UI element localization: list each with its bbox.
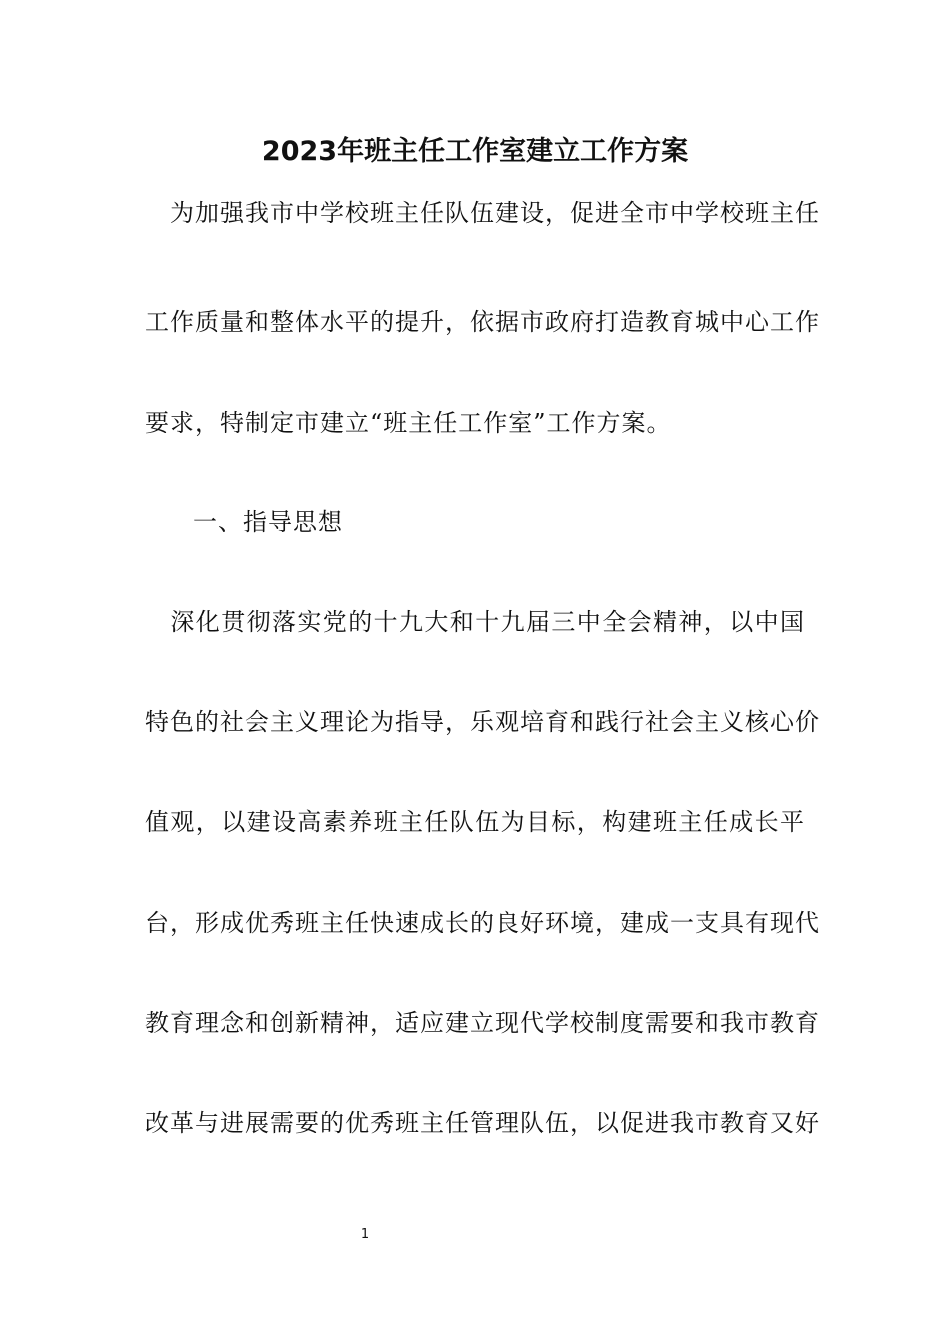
paragraph-2-line-5: 教育理念和创新精神，适应建立现代学校制度需要和我市教育 [145, 1009, 820, 1037]
paragraph-2-line-6: 改革与进展需要的优秀班主任管理队伍，以促进我市教育又好 [145, 1109, 820, 1137]
paragraph-1-line-3: 要求，特制定市建立“班主任工作室”工作方案。 [145, 409, 672, 437]
paragraph-2-line-2: 特色的社会主义理论为指导，乐观培育和践行社会主义核心价 [145, 708, 820, 736]
paragraph-1-line-2: 工作质量和整体水平的提升，依据市政府打造教育城中心工作 [145, 308, 820, 336]
document-title: 2023年班主任工作室建立工作方案 [261, 136, 689, 167]
paragraph-2-line-4: 台，形成优秀班主任快速成长的良好环境，建成一支具有现代 [145, 909, 820, 937]
section-heading-guiding-ideology: 一、指导思想 [193, 508, 343, 536]
paragraph-1-line-1: 为加强我市中学校班主任队伍建设，促进全市中学校班主任 [145, 199, 820, 227]
paragraph-2-line-3: 值观，以建设高素养班主任队伍为目标，构建班主任成长平 [145, 808, 805, 836]
page-number: 1 [360, 1227, 370, 1242]
paragraph-2-line-1: 深化贯彻落实党的十九大和十九届三中全会精神，以中国 [145, 608, 805, 636]
